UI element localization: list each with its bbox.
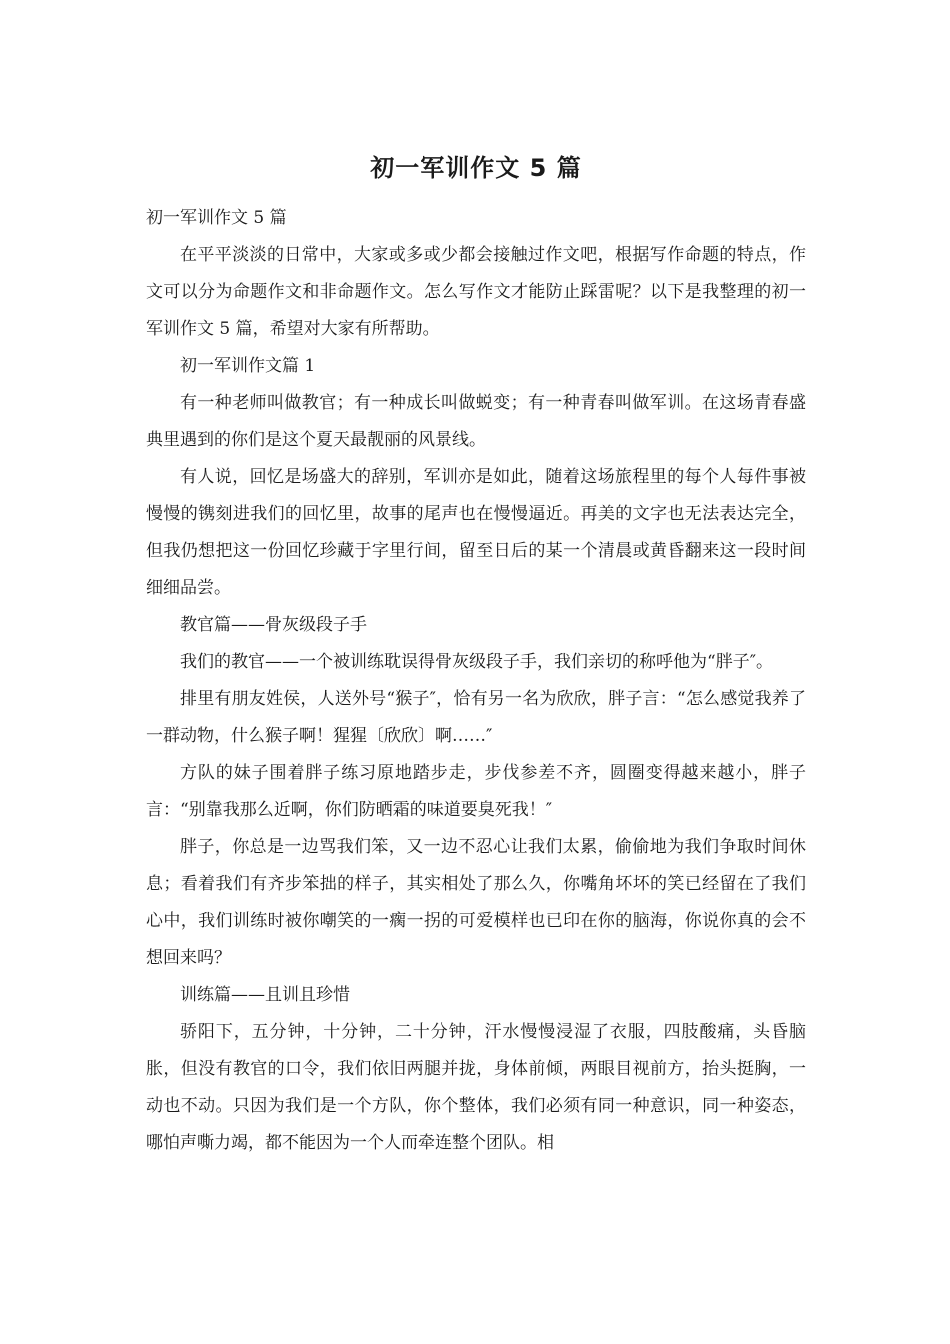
section-heading: 训练篇——且训且珍惜: [180, 985, 350, 1005]
body-paragraph: 排里有朋友姓侯，人送外号“猴子″，恰有另一名为欣欣，胖子言：“怎么感觉我养了一群动物，什么猴子啊！猩猩〔欣欣〕啊……″: [146, 689, 806, 746]
body-paragraph: 在平平淡淡的日常中，大家或多或少都会接触过作文吧，根据写作命题的特点，作文可以分为命题作文和非命题作文。怎么写作文才能防止踩雷呢？以下是我整理的初一军训作文 5 篇，希望对大家有所帮助。: [146, 245, 806, 339]
body-paragraph: 我们的教官——一个被训练耽误得骨灰级段子手，我们亲切的称呼他为“胖子″。: [180, 652, 774, 672]
document-body: [146, 237, 806, 1162]
section-heading: 教官篇——骨灰级段子手: [180, 615, 367, 635]
body-paragraph: 有一种老师叫做教官；有一种成长叫做蜕变；有一种青春叫做军训。在这场青春盛典里遇到的你们是这个夏天最靓丽的风景线。: [146, 393, 806, 450]
body-paragraph: 方队的妹子围着胖子练习原地踏步走，步伐参差不齐，圆圈变得越来越小，胖子言：“别靠我那么近啊，你们防晒霜的味道要臭死我！″: [146, 763, 806, 820]
body-paragraph: 骄阳下，五分钟，十分钟，二十分钟，汗水慢慢浸湿了衣服，四肢酸痛，头昏脑胀，但没有教官的口令，我们依旧两腿并拢，身体前倾，两眼目视前方，抬头挺胸，一动也不动。只因为我们是一个方队，你个整体，我们必须有同一种意识，同一种姿态，哪怕声嘶力竭，都不能因为一个人而牵连整个团队。相: [146, 1022, 806, 1153]
body-paragraph: 胖子，你总是一边骂我们笨，又一边不忍心让我们太累，偷偷地为我们争取时间休息；看着我们有齐步笨拙的样子，其实相处了那么久，你嘴角坏坏的笑已经留在了我们心中，我们训练时被你嘲笑的一瘸一拐的可爱模样也已印在你的脑海，你说你真的会不想回来吗？: [146, 837, 806, 968]
document-page: [146, 150, 806, 1162]
document-title: 初一军训作文 5 篇: [370, 154, 582, 182]
section-heading: 初一军训作文篇 1: [180, 356, 316, 376]
body-paragraph: 有人说，回忆是场盛大的辞别，军训亦是如此，随着这场旅程里的每个人每件事被慢慢的镌刻进我们的回忆里，故事的尾声也在慢慢逼近。再美的文字也无法表达完全，但我仍想把这一份回忆珍藏于字里行间，留至日后的某一个清晨或黄昏翻来这一段时间细细品尝。: [146, 467, 806, 598]
document-subtitle: 初一军训作文 5 篇: [146, 208, 287, 228]
